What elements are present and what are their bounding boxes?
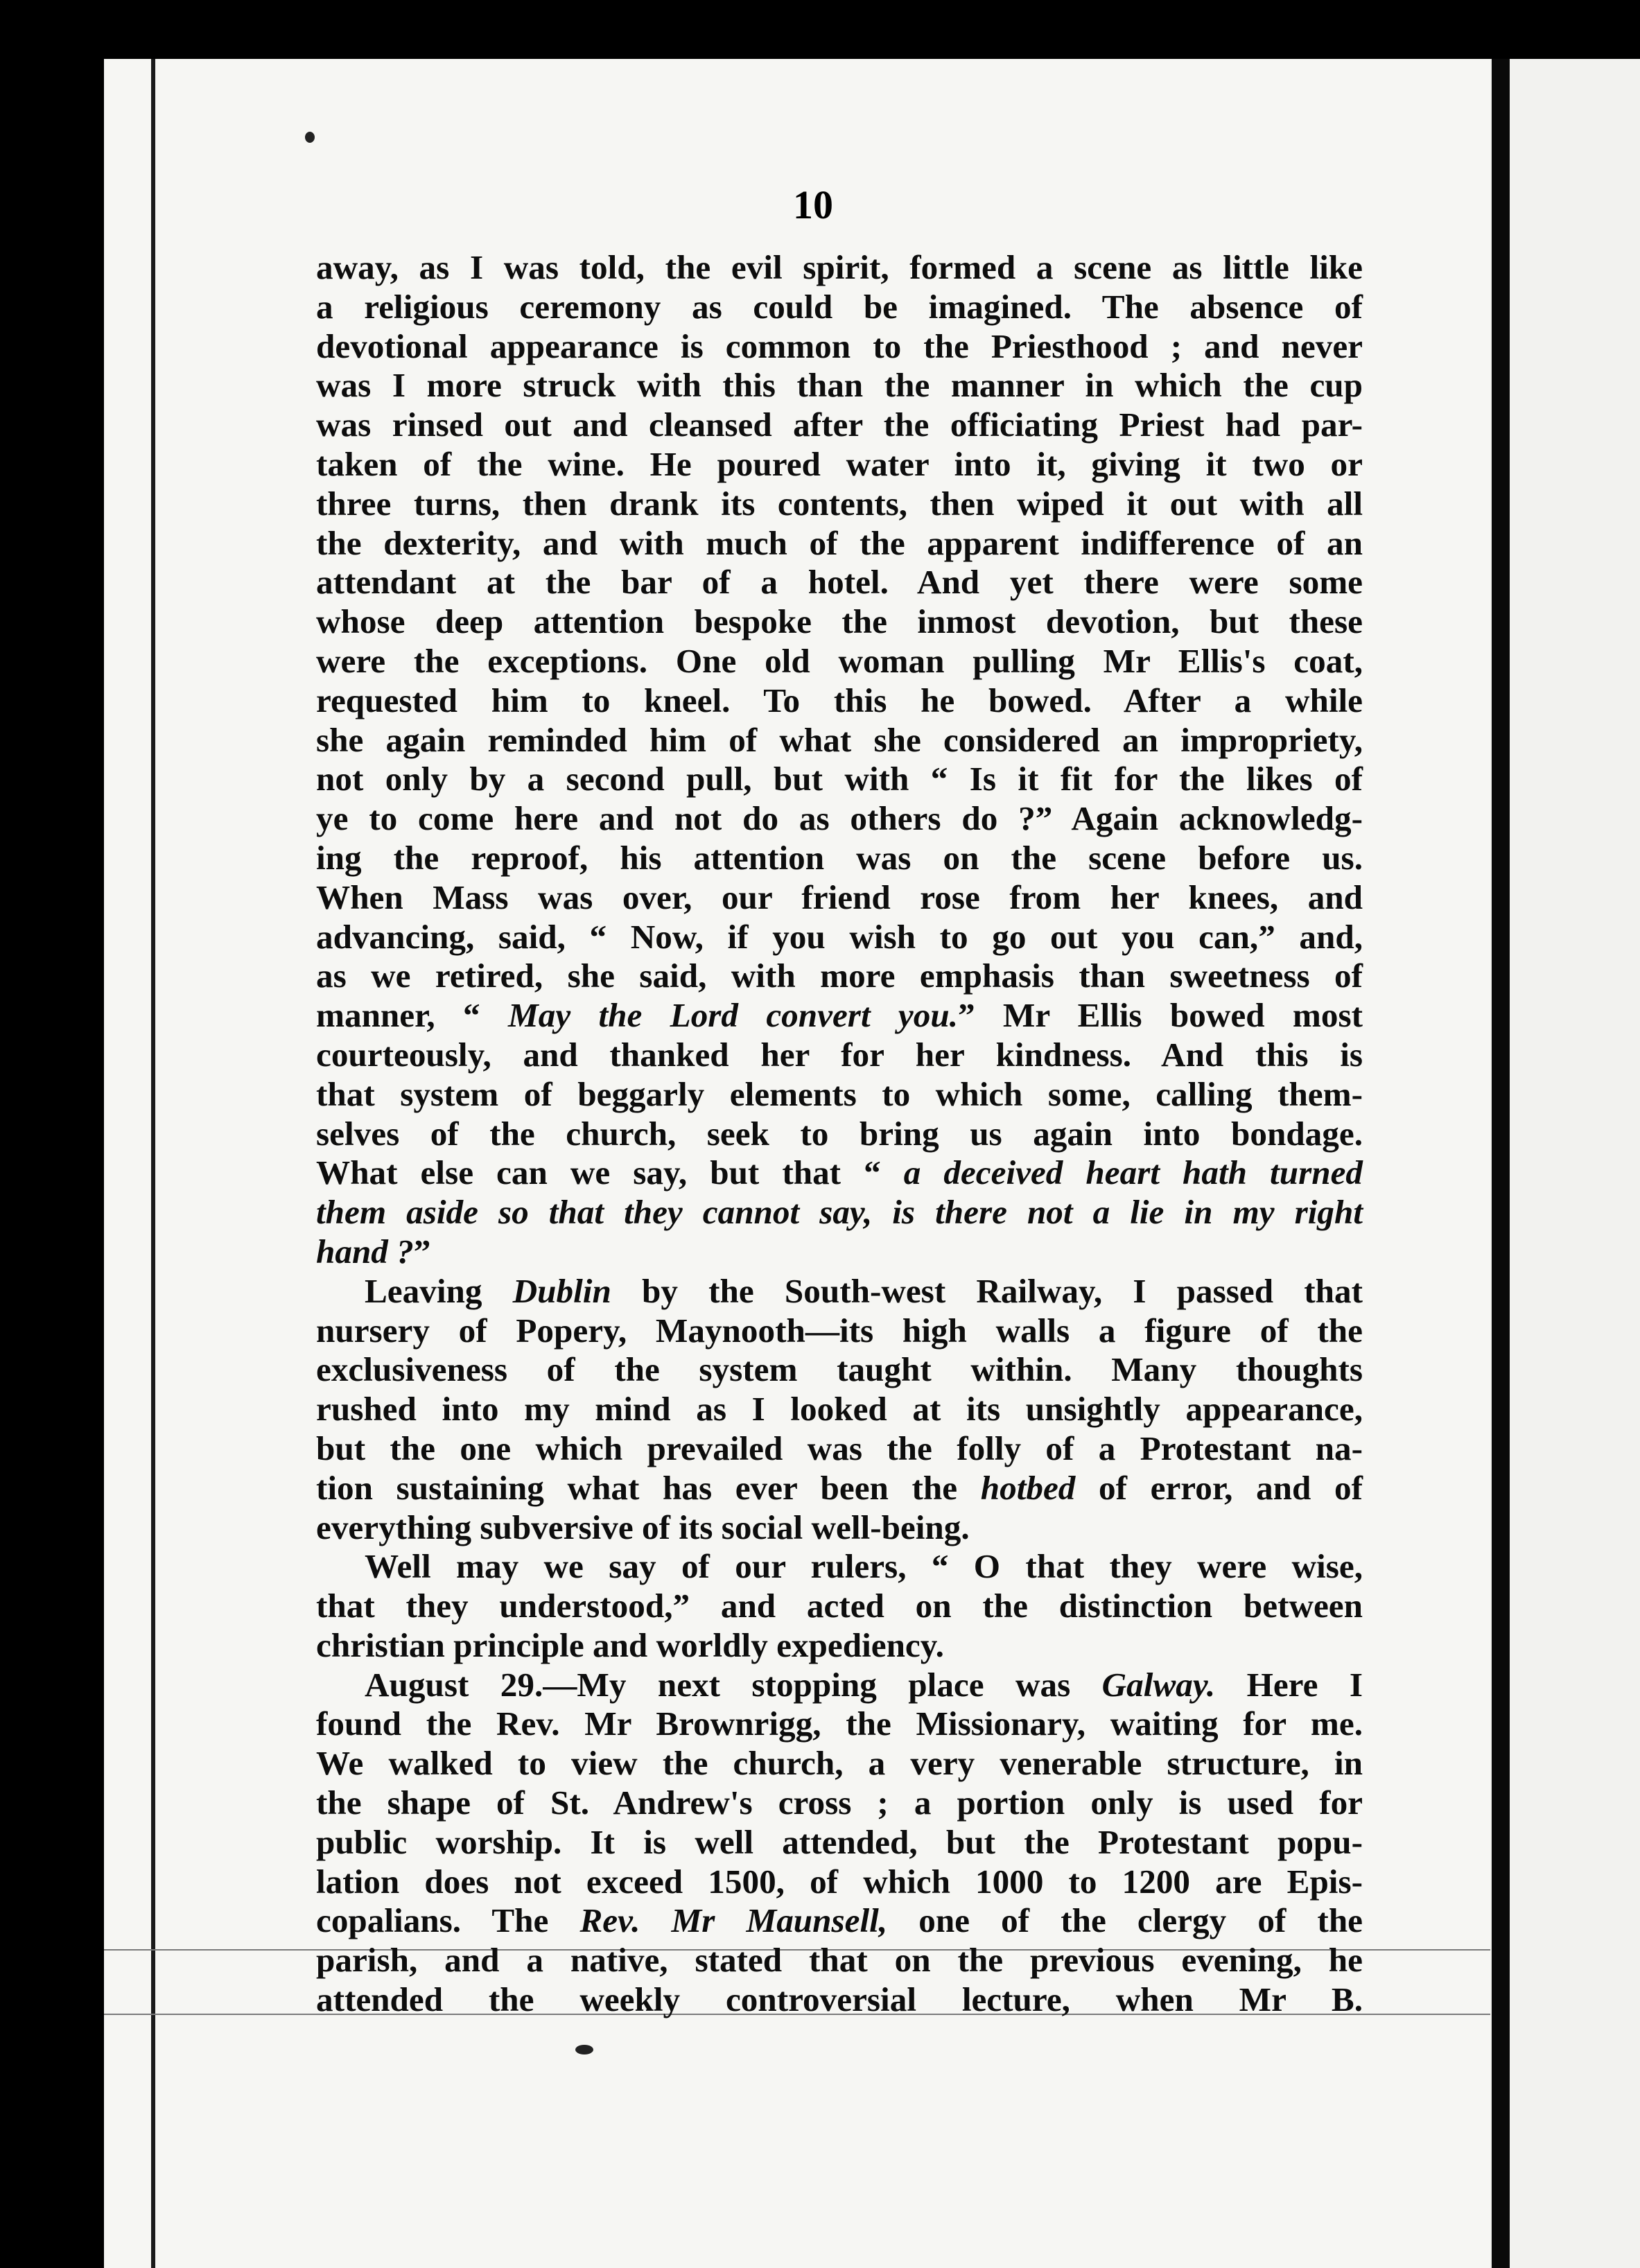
text-run: ” bbox=[413, 1232, 431, 1271]
text-run: that system of beggarly elements to which some, calling them- bbox=[316, 1074, 1363, 1113]
text-line bbox=[316, 1783, 1363, 1823]
text-run: ing the reproof, his attention was on the scene before us. bbox=[316, 838, 1363, 877]
text-line bbox=[316, 839, 1363, 878]
text-run: devotional appearance is common to the Priesthood ; and never bbox=[316, 326, 1363, 365]
text-run: found the Rev. Mr Brownrigg, the Missionary, waiting for me. bbox=[316, 1704, 1363, 1743]
text-line bbox=[316, 602, 1363, 642]
text-line bbox=[316, 1429, 1363, 1469]
italic-text: Dublin bbox=[512, 1271, 611, 1310]
text-line bbox=[316, 288, 1363, 327]
text-run: taken of the wine. He poured water into it, giving it two or bbox=[316, 444, 1363, 483]
text-run: public worship. It is well attended, but the Protestant popu- bbox=[316, 1822, 1363, 1861]
text-run: What else can we say, but that “ bbox=[316, 1153, 904, 1192]
text-line bbox=[316, 1508, 1363, 1548]
italic-text: them aside so that they cannot say, is there not a lie in my right bbox=[316, 1193, 1363, 1232]
text-run: a religious ceremony as could be imagined. The absence of bbox=[316, 287, 1363, 326]
text-run: parish, and a native, stated that on the previous evening, he bbox=[316, 1941, 1363, 1980]
gutter-shadow bbox=[1492, 59, 1510, 2268]
page-number: 10 bbox=[793, 182, 833, 227]
text-line bbox=[316, 1311, 1363, 1351]
text-run: selves of the church, seek to bring us again into bondage. bbox=[316, 1114, 1363, 1153]
text-run: copalians. The bbox=[316, 1901, 580, 1940]
text-run: she again reminded him of what she considered an impropriety, bbox=[316, 720, 1363, 759]
text-line bbox=[316, 485, 1363, 524]
text-line bbox=[316, 1153, 1363, 1193]
text-run: Well may we say of our rulers, “ O that they were wise, bbox=[365, 1547, 1363, 1586]
scan-border-top bbox=[0, 0, 1640, 59]
text-line bbox=[316, 878, 1363, 918]
text-line bbox=[316, 1036, 1363, 1075]
italic-text: Rev. Mr Maunsell, bbox=[579, 1901, 888, 1940]
text-run: was rinsed out and cleansed after the officiating Priest had par- bbox=[316, 405, 1363, 444]
italic-text: hand ? bbox=[316, 1232, 414, 1271]
text-line bbox=[316, 327, 1363, 367]
text-run: christian principle and worldly expediency. bbox=[316, 1625, 944, 1664]
text-run: ye to come here and not do as others do ?” Again acknowledg- bbox=[316, 799, 1363, 838]
text-line bbox=[316, 721, 1363, 760]
text-line bbox=[316, 1547, 1363, 1587]
text-line bbox=[316, 681, 1363, 721]
text-line bbox=[316, 1232, 1363, 1272]
italic-text: a deceived heart hath turned bbox=[903, 1153, 1363, 1192]
text-line bbox=[316, 1390, 1363, 1429]
text-line bbox=[316, 1744, 1363, 1783]
text-run: was I more struck with this than the manner in which the cup bbox=[316, 366, 1363, 405]
text-run: exclusiveness of the system taught within. Many thoughts bbox=[316, 1350, 1363, 1389]
text-run: August 29.—My next stopping place was bbox=[365, 1665, 1102, 1704]
text-line bbox=[316, 799, 1363, 839]
text-line bbox=[316, 248, 1363, 288]
text-line bbox=[316, 1704, 1363, 1744]
text-run: advancing, said, “ Now, if you wish to go out you can,” and, bbox=[316, 917, 1363, 956]
text-run: the dexterity, and with much of the apparent indifference of an bbox=[316, 523, 1363, 562]
text-line bbox=[316, 445, 1363, 485]
text-line bbox=[316, 1469, 1363, 1508]
body-text bbox=[316, 248, 1363, 2020]
text-line bbox=[316, 918, 1363, 957]
text-run: as we retired, she said, with more emphasis than sweetness of bbox=[316, 957, 1363, 995]
text-line bbox=[316, 1823, 1363, 1863]
ink-speck bbox=[575, 2045, 593, 2055]
text-run: Leaving bbox=[365, 1271, 513, 1310]
text-line bbox=[316, 405, 1363, 445]
text-run: Here I bbox=[1215, 1665, 1363, 1704]
text-run: attended the weekly controversial lecture, when Mr B. bbox=[316, 1980, 1363, 2019]
text-line bbox=[316, 1626, 1363, 1666]
text-line bbox=[316, 1350, 1363, 1390]
text-run: We walked to view the church, a very venerable structure, in bbox=[316, 1744, 1363, 1783]
text-line bbox=[316, 1901, 1363, 1941]
text-run: nursery of Popery, Maynooth—its high walls a figure of the bbox=[316, 1311, 1363, 1350]
text-run: that they understood,” and acted on the distinction between bbox=[316, 1587, 1363, 1625]
text-run: lation does not exceed 1500, of which 1000 to 1200 are Epis- bbox=[316, 1862, 1363, 1901]
text-run: attendant at the bar of a hotel. And yet there were some bbox=[316, 563, 1363, 602]
text-run: were the exceptions. One old woman pulling Mr Ellis's coat, bbox=[316, 641, 1363, 680]
text-line bbox=[316, 1115, 1363, 1154]
text-line bbox=[316, 1272, 1363, 1311]
text-run: manner, “ bbox=[316, 996, 508, 1035]
italic-text: Galway. bbox=[1101, 1665, 1216, 1704]
text-line bbox=[316, 1666, 1363, 1705]
text-run: not only by a second pull, but with “ Is it fit for the likes of bbox=[316, 760, 1363, 799]
text-run: courteously, and thanked her for her kindness. And this is bbox=[316, 1035, 1363, 1074]
text-run: ” Mr Ellis bowed most bbox=[958, 996, 1363, 1035]
text-run: everything subversive of its social well-being. bbox=[316, 1508, 970, 1546]
italic-text: hotbed bbox=[980, 1468, 1076, 1507]
text-run: one of the clergy of the bbox=[887, 1901, 1363, 1940]
text-run: When Mass was over, our friend rose from her knees, and bbox=[316, 878, 1363, 916]
text-line bbox=[316, 1587, 1363, 1626]
text-run: by the South-west Railway, I passed that bbox=[611, 1271, 1363, 1310]
text-run: whose deep attention bespoke the inmost devotion, but these bbox=[316, 602, 1363, 641]
text-run: of error, and of bbox=[1075, 1468, 1363, 1507]
adjacent-page-edge bbox=[1490, 59, 1640, 2268]
text-line bbox=[316, 563, 1363, 602]
text-line bbox=[316, 760, 1363, 799]
text-line bbox=[316, 996, 1363, 1036]
text-run: requested him to kneel. To this he bowed. After a while bbox=[316, 681, 1363, 719]
text-line bbox=[316, 366, 1363, 405]
page-left-rule bbox=[151, 59, 155, 2268]
text-line bbox=[316, 524, 1363, 564]
text-run: three turns, then drank its contents, then wiped it out with all bbox=[316, 484, 1363, 523]
text-line bbox=[316, 957, 1363, 996]
italic-text: May the Lord convert you. bbox=[507, 996, 959, 1035]
ink-speck bbox=[305, 132, 315, 143]
text-line bbox=[316, 1863, 1363, 1902]
scan-border-left bbox=[0, 0, 104, 2268]
text-line bbox=[316, 642, 1363, 681]
text-run: the shape of St. Andrew's cross ; a portion only is used for bbox=[316, 1783, 1363, 1822]
text-line bbox=[316, 1075, 1363, 1115]
text-run: rushed into my mind as I looked at its unsightly appearance, bbox=[316, 1390, 1363, 1429]
text-line bbox=[316, 1193, 1363, 1232]
text-line bbox=[316, 1941, 1363, 1980]
text-run: away, as I was told, the evil spirit, formed a scene as little like bbox=[316, 248, 1363, 286]
text-line bbox=[316, 1980, 1363, 2020]
text-run: tion sustaining what has ever been the bbox=[316, 1468, 981, 1507]
text-run: but the one which prevailed was the folly of a Protestant na- bbox=[316, 1429, 1363, 1467]
